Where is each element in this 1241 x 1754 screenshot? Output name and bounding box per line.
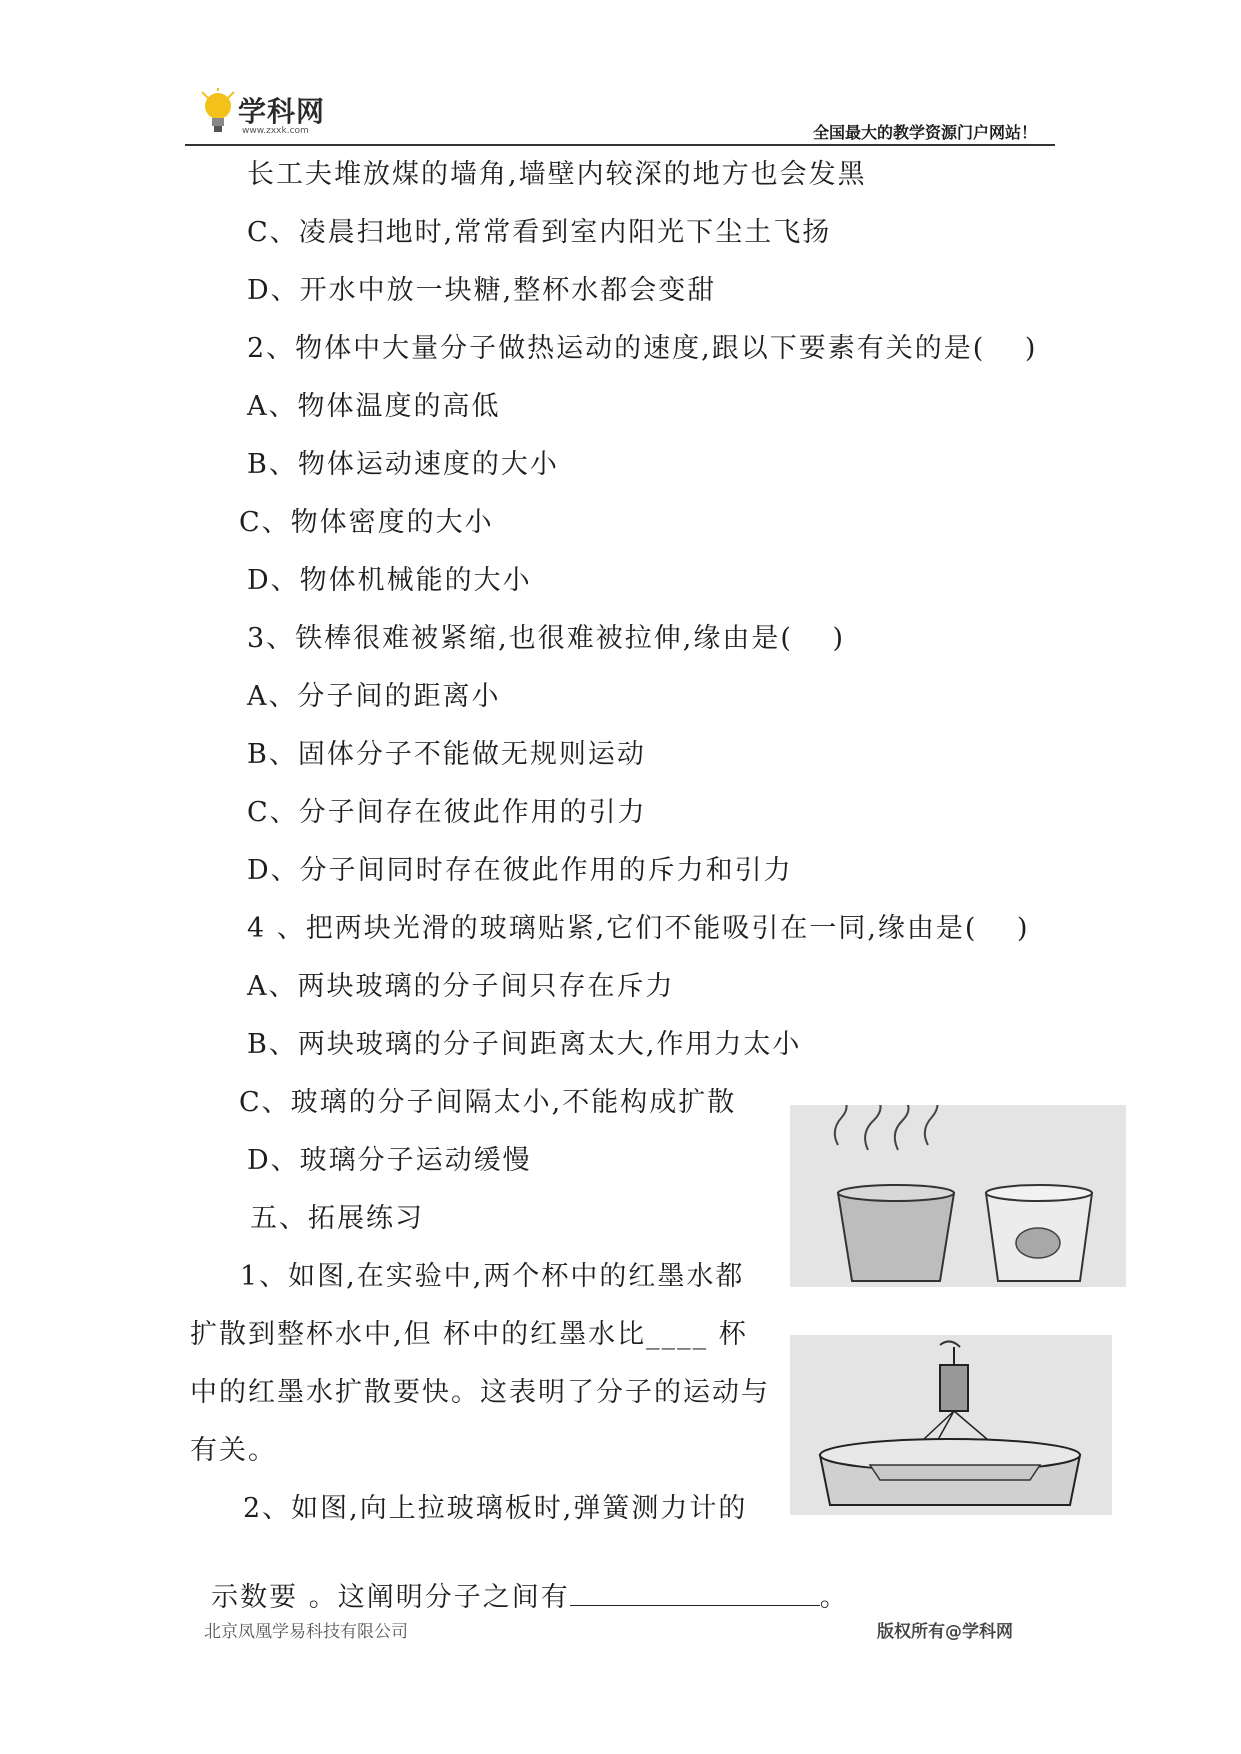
option-a: A、分子间的距离小	[247, 681, 501, 712]
option-b: B、两块玻璃的分子间距离太大,作用力太小	[247, 1029, 802, 1060]
option-b: B、固体分子不能做无规则运动	[247, 739, 646, 770]
option-d: D、玻璃分子运动缓慢	[247, 1145, 532, 1176]
section-heading: 五、拓展练习	[250, 1203, 424, 1234]
text-line: 长工夫堆放煤的墙角,墙壁内较深的地方也会发黑	[247, 159, 867, 190]
question-3: 3、铁棒很难被紧缩,也很难被拉伸,缘由是( )	[247, 623, 845, 654]
period: 。	[819, 1582, 849, 1613]
option-c: C、凌晨扫地时,常常看到室内阳光下尘土飞扬	[247, 217, 832, 248]
option-c: C、物体密度的大小	[239, 507, 494, 538]
exercise-2-cont	[190, 1544, 849, 1614]
exercise-1-cont: 中的红墨水扩散要快。这表明了分子的运动与	[190, 1377, 770, 1408]
exercise-1-cont: 有关。	[190, 1435, 277, 1466]
option-b: B、物体运动速度的大小	[247, 449, 559, 480]
option-d: D、分子间同时存在彼此作用的斥力和引力	[247, 855, 793, 886]
logo-text: 学科网	[238, 95, 326, 128]
option-c: C、玻璃的分子间隔太小,不能构成扩散	[239, 1087, 737, 1118]
option-d: D、开水中放一块糖,整杯水都会变甜	[247, 275, 717, 306]
option-a: A、物体温度的高低	[247, 391, 501, 422]
footer-company: 北京凤凰学易科技有限公司	[204, 1622, 408, 1642]
footer-copyright: 版权所有@学科网	[877, 1622, 1013, 1642]
exercise-2: 2、如图,向上拉玻璃板时,弹簧测力计的	[243, 1493, 748, 1524]
exercise-1-cont: 扩散到整杯水中,但 杯中的红墨水比____ 杯	[190, 1319, 748, 1350]
question-2: 2、物体中大量分子做热运动的速度,跟以下要素有关的是( )	[247, 333, 1038, 364]
lightbulb-icon	[198, 88, 238, 138]
header-divider	[185, 144, 1055, 146]
header-slogan: 全国最大的教学资源门户网站！	[812, 123, 1037, 142]
question-4: 4 、把两块光滑的玻璃贴紧,它们不能吸引在一同,缘由是( )	[247, 913, 1030, 944]
figure-spring-scale	[790, 1335, 1112, 1515]
xuekewang-logo	[198, 88, 348, 140]
option-c: C、分子间存在彼此作用的引力	[247, 797, 647, 828]
logo-url: www.zxxk.com	[242, 126, 309, 136]
exercise-2-text: 示数要 。这阐明分子之间有	[211, 1582, 570, 1613]
option-a: A、两块玻璃的分子间只存在斥力	[247, 971, 675, 1002]
exercise-1: 1、如图,在实验中,两个杯中的红墨水都	[240, 1261, 745, 1292]
answer-blank	[570, 1581, 820, 1606]
option-d: D、物体机械能的大小	[247, 565, 532, 596]
figure-beakers	[790, 1105, 1126, 1287]
